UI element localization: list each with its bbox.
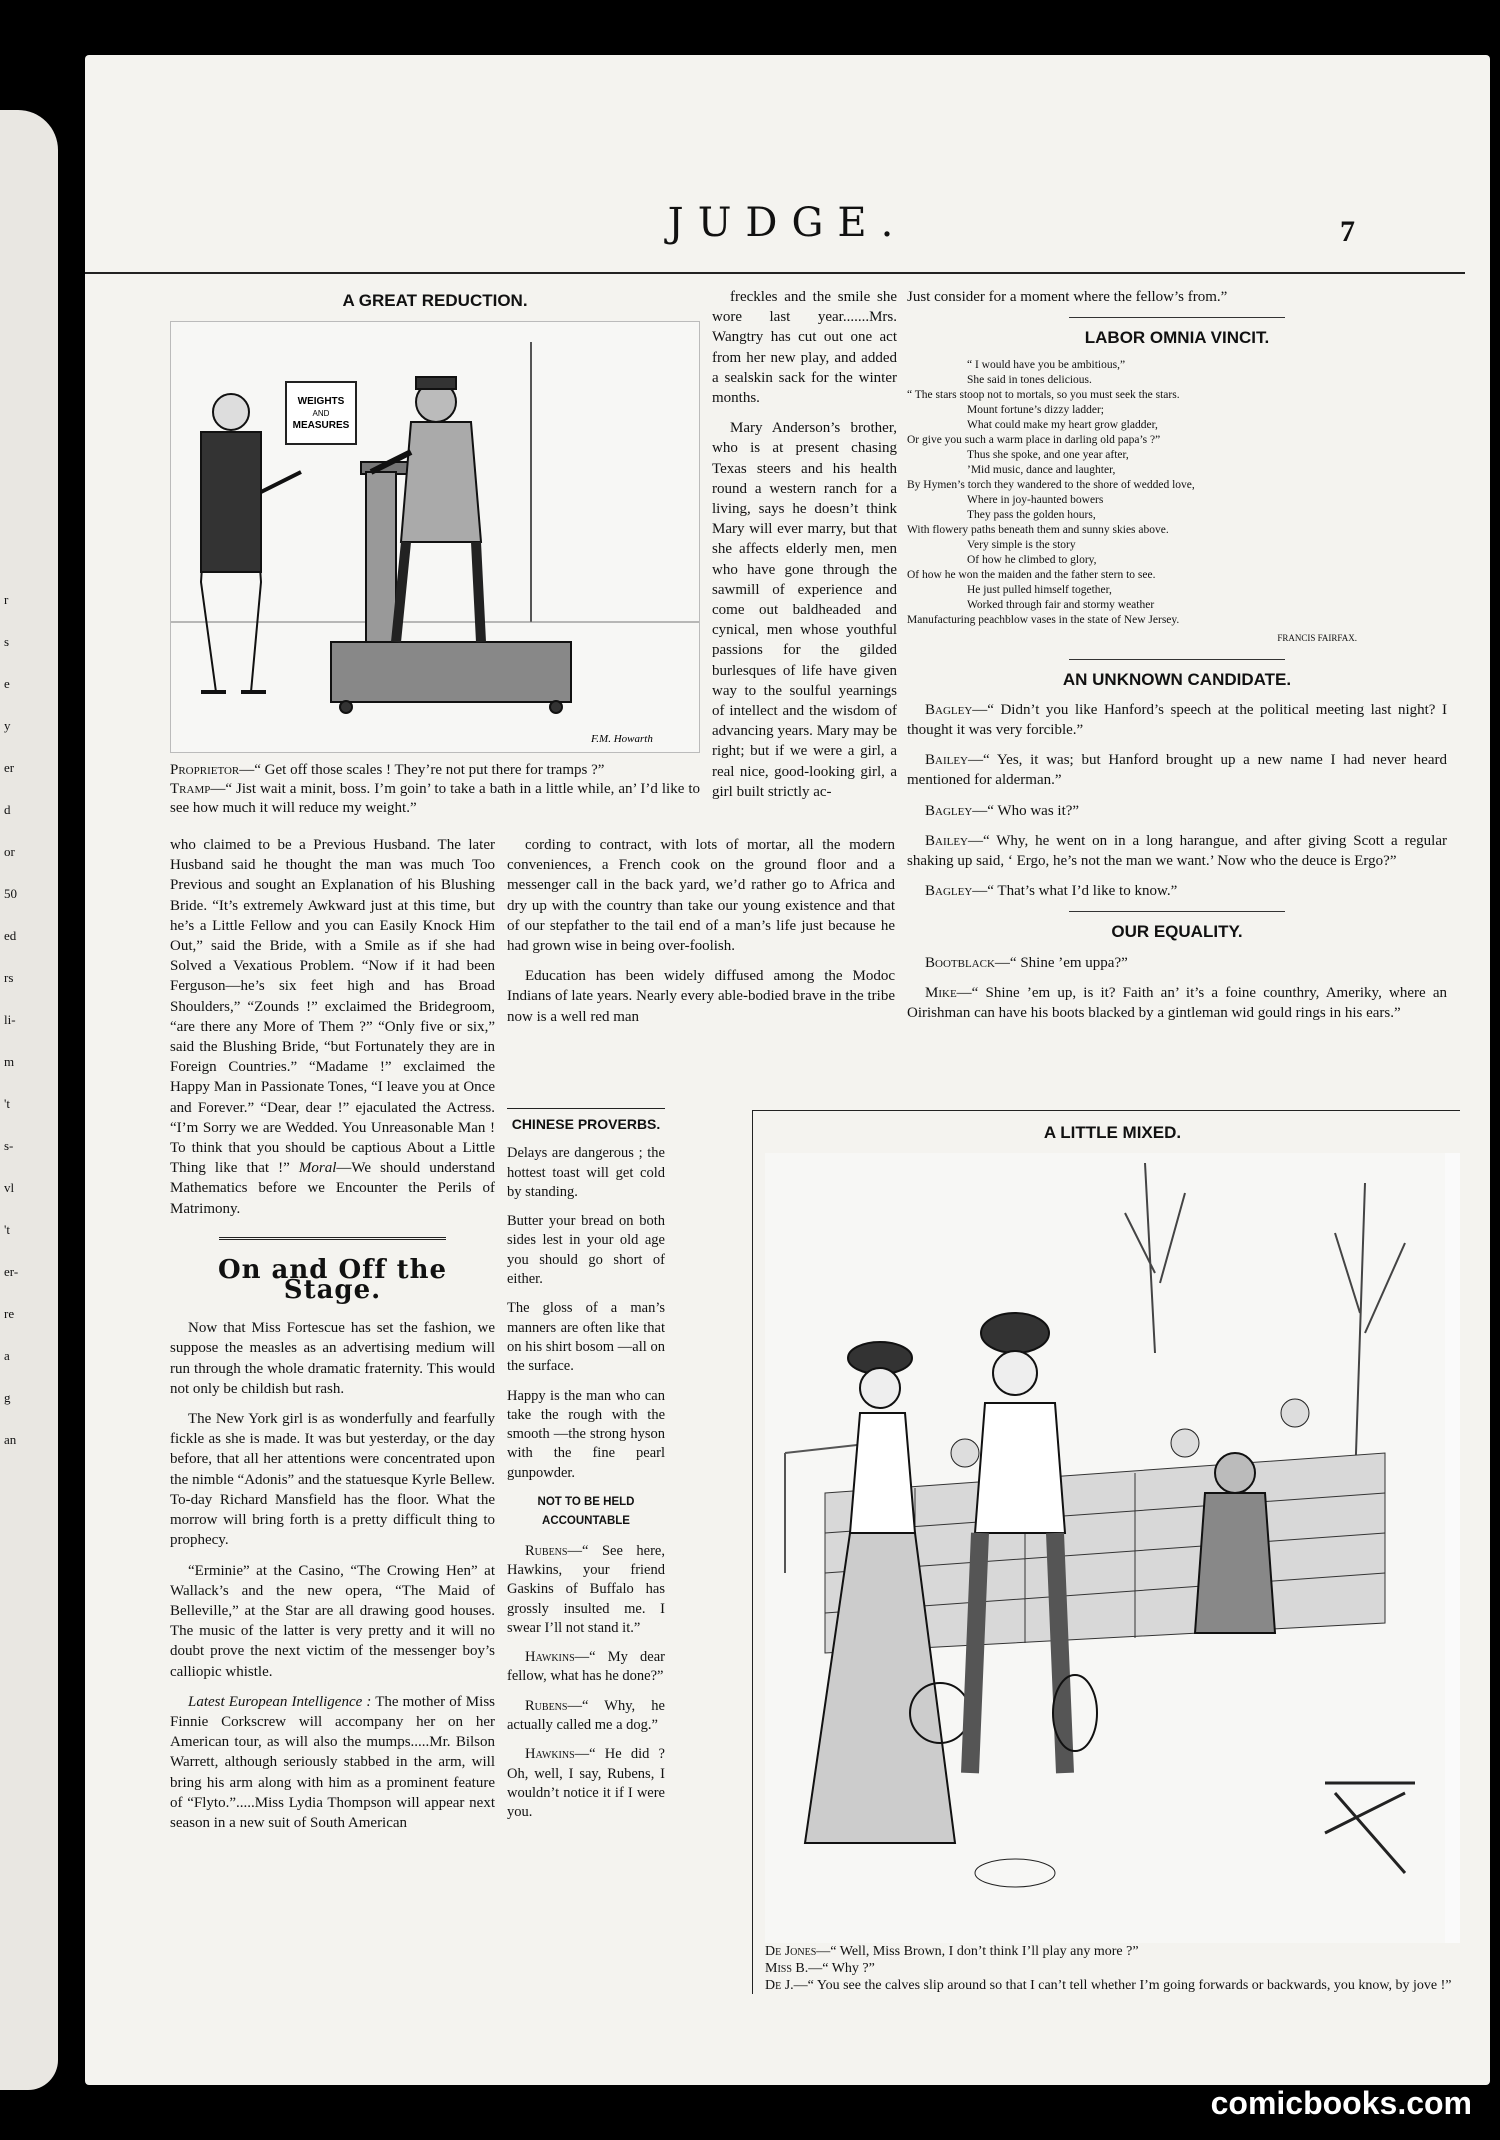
poem-line: Worked through fair and stormy weather [967, 599, 1155, 612]
cartoon-caption [170, 761, 700, 818]
poem-line: Of how he won the maiden and the father stern to see. [907, 569, 1156, 582]
paragraph: Mary Anderson’s brother, who is at present chasing Texas steers and his health round a western ranch for a living, says he doesn’t think Mary will ever marry, but that she affects elderly men, men who have gone through the sawmill of experience and come out baldheaded and cynical, men whose youthful passions for the gilded burlesques of life have given way to the soulful yearnings of intellect and the wisdom of advancing years. Mary may be right; but if we were a girl, a real nice, good-looking girl, a girl built strictly ac- [712, 420, 897, 800]
stage-section-title: On and Off the Stage. [217, 1254, 448, 1306]
paragraph: Butter your bread on both sides lest in your old age you should go short of either. [507, 1213, 665, 1288]
prev-page-fragment: 't [4, 1096, 10, 1111]
paragraph: The gloss of a man’s manners are often like that on his shirt bosom —all on the surface. [507, 1300, 665, 1375]
moral-label: Moral [298, 1160, 337, 1177]
prev-page-fragment: r [4, 592, 9, 607]
page-number: 7 [1340, 215, 1355, 248]
paragraph: Now that Miss Fortescue has set the fashion, we suppose the measles as an advertising medium will run through the whole dramatic fraternity. This would not only be childish but rash. [170, 1320, 495, 1397]
dialogue-text: —“ Shine ’em uppa?” [994, 954, 1128, 971]
candidate-dialogue [907, 700, 1447, 902]
poem-lines [907, 358, 1447, 628]
prev-page-fragment: rs [4, 970, 14, 985]
dialogue-line [507, 1542, 665, 1638]
dialogue-line [907, 983, 1447, 1023]
paragraph: Education has been widely diffused among the Modoc Indians of late years. Nearly every able-bodied brave in the tribe now is a well red man [507, 968, 895, 1025]
speaker-name: Bagley [925, 802, 973, 819]
dialogue-text: —“ Why, he actually called me a dog.” [507, 1697, 665, 1734]
dialogue-line [507, 1648, 665, 1687]
column-middle-top [712, 287, 897, 812]
prev-page-fragment: ed [4, 928, 17, 943]
dialogue-text: —“ See here, Hawkins, your friend Gaskins of Buffalo has grossly insulted me. I swear I’ll not stand it.” [507, 1542, 665, 1636]
previous-page-edge [0, 110, 58, 2090]
dialogue-line [907, 750, 1447, 790]
header-rule [85, 272, 1465, 274]
dialogue-text: —“ That’s what I’d like to know.” [972, 883, 1178, 900]
prev-page-fragment: re [4, 1306, 15, 1321]
speaker-name: De J. [765, 1978, 794, 1993]
dialogue-text: —“ Didn’t you like Hanford’s speech at the political meeting last night? I thought it was very forcible.” [907, 701, 1447, 739]
poem-author: FRANCIS FAIRFAX. [1277, 633, 1357, 644]
cartoon2-illustration [765, 1153, 1460, 1943]
speaker-name: Bailey [925, 832, 968, 849]
poem-line: Or give you such a warm place in darling old papa’s ?” [907, 434, 1161, 447]
dialogue-line [907, 700, 1447, 740]
column-middle [507, 835, 895, 1037]
candidate-heading: AN UNKNOWN CANDIDATE. [1062, 669, 1292, 689]
poem-line: Thus she spoke, and one year after, [967, 449, 1129, 462]
accountable-heading: NOT TO BE HELD ACCOUNTABLE [537, 1496, 635, 1528]
prev-page-fragment: s [4, 634, 10, 649]
poem-line: She said in tones delicious. [967, 374, 1092, 387]
section-divider [219, 1237, 447, 1242]
poem-line: Manufacturing peachblow vases in the state of New Jersey. [907, 614, 1180, 627]
dialogue-line [907, 881, 1447, 901]
dialogue-line [765, 1977, 1460, 1994]
equality-heading: OUR EQUALITY. [1111, 922, 1243, 942]
paragraph: Delays are dangerous ; the hottest toast will get cold by standing. [507, 1145, 665, 1200]
newspaper-page [85, 55, 1490, 2085]
dialogue-text: —“ Get off those scales ! They’re not put there for tramps ?” [239, 762, 605, 779]
dialogue-text: —“ Jist wait a minit, boss. I’m goin’ to take a bath in a little while, an’ I’d like to see how much it will reduce my weight.” [170, 781, 700, 817]
dialogue-line [765, 1960, 1460, 1977]
moral-text: —We should understand Mathematics before we Encounter the Perils of Matrimony. [170, 1160, 496, 1217]
column-left [170, 835, 495, 1843]
prev-page-fragment: vl [4, 1180, 15, 1195]
poem-line: By Hymen’s torch they wandered to the shore of wedded love, [907, 479, 1195, 492]
masthead-title: JUDGE. [667, 200, 908, 246]
prev-page-fragment: s- [4, 1138, 14, 1153]
poem-line: ’Mid music, dance and laughter, [967, 464, 1116, 477]
dialogue-line [170, 761, 700, 780]
prev-page-fragment: y [4, 718, 11, 733]
prev-page-fragment: er- [4, 1264, 19, 1279]
dialogue-line [507, 1697, 665, 1736]
equality-dialogue [907, 953, 1447, 1024]
watermark: comicbooks.com [1210, 2085, 1472, 2121]
dialogue-text: —“ Well, Miss Brown, I don’t think I’ll play any more ?” [816, 1944, 1139, 1959]
speaker-name: Bagley [925, 883, 973, 900]
poem-line: He just pulled himself together, [967, 584, 1112, 597]
cartoon2-caption [765, 1943, 1460, 1994]
poem-line: Very simple is the story [967, 539, 1076, 552]
prev-page-fragment: d [4, 802, 11, 817]
prev-page-fragment: e [4, 676, 10, 691]
proverbs-heading: CHINESE PROVERBS. [511, 1116, 661, 1132]
prev-page-fragment: li- [4, 1012, 16, 1027]
poem-line: With flowery paths beneath them and sunny skies above. [907, 524, 1169, 537]
sign-text: WEIGHTS [297, 396, 345, 408]
poem-line: Of how he climbed to glory, [967, 554, 1097, 567]
prev-page-fragment: 't [4, 1222, 10, 1237]
cartoon2-heading: A LITTLE MIXED. [1043, 1123, 1182, 1142]
paragraph: cording to contract, with lots of mortar, all the modern conveniences, a French cook on the ground floor and a messenger call in the back yard, we’d rather go to Africa and dry up with the country than take our young existence and that of our stepfather to the tail end of a man’s life just because he had grown wise in being over-foolish. [507, 837, 895, 955]
stage-paragraphs [170, 1318, 495, 1681]
proverbs-column [507, 1108, 665, 1833]
speaker-name: De Jones [765, 1944, 817, 1959]
dialogue-line [765, 1943, 1460, 1960]
speaker-name: Rubens [525, 1542, 568, 1559]
prev-page-fragment: or [4, 844, 15, 859]
tennis-scene-drawing [765, 1153, 1445, 1943]
poem-line: Mount fortune’s dizzy ladder; [967, 404, 1105, 417]
paragraph: freckles and the smile she wore last year.......Mrs. Wangtry has cut out one act from her new play, and added a sealskin sack for the winter months. [712, 289, 897, 407]
svg-text:AND: AND [312, 409, 330, 419]
speaker-name: Proprietor [170, 762, 240, 779]
dialogue-line [507, 1745, 665, 1822]
tramp-scales-drawing [171, 322, 700, 752]
cartoon-heading: A GREAT REDUCTION. [342, 291, 528, 310]
accountable-dialogue [507, 1542, 665, 1823]
left-lead-text: who claimed to be a Previous Husband. The later Husband said he thought the man was much Too Previous and sought an Explanation of his Blushing Bride. “It’s extremely Awkward just at this time, but he’s a Little Fellow and you can Easily Knock Him Out,” said the Bride, with a Smile as if she had Solved a Vexatious Problem. “Now if it had been Ferguson—he’s six feet high and has Broad Shoulders,” “Zounds !” exclaimed the Bridegroom, “are there any More of Them ?” “Only five or six,” said the Blushing Bride, “but Fortunately they are in Foreign Countries.” “Madame !” exclaimed the Happy Man in Passionate Tones, “I leave you at Once and Forever.” “Dear, dear !” ejaculated the Actress. “I’m Sorry we are Wedded. You Unreasonable Man ! To think that you should be captious About a Little Thing like that !” [170, 837, 495, 1177]
dialogue-line [170, 780, 700, 818]
dialogue-line [907, 953, 1447, 973]
intel-text: The mother of Miss Finnie Corkscrew will accompany her on her American tour, as will also the mumps.....Mr. Bilson Warrett, although seriously stabbed in the arm, will bring his arm along with him as a prominent feature of “Flyto.”.....Miss Lydia Thompson will appear next season in a new suit of South American [170, 1693, 495, 1831]
dialogue-text: —“ You see the calves slip around so that I can’t tell whether I’m going forwards or backwards, you know, by jove !” [793, 1978, 1452, 1993]
poem-line: What could make my heart grow gladder, [967, 419, 1158, 432]
dialogue-text: —“ Why ?” [808, 1961, 875, 1976]
dialogue-text: —“ Shine ’em up, is it? Faith an’ it’s a foine counthry, Ameriky, where an Oirishman can have his boots blacked by a gintleman wid gould rings in his ears.” [907, 984, 1447, 1022]
labor-heading: LABOR OMNIA VINCIT. [1084, 328, 1270, 348]
dialogue-line [907, 831, 1447, 871]
paragraph: Happy is the man who can take the rough with the smooth —the strong hyson with the fine pearl gunpowder. [507, 1387, 665, 1481]
cartoon-great-reduction [170, 287, 700, 818]
poem-line: “ The stars stoop not to mortals, so you must seek the stars. [907, 389, 1180, 402]
speaker-name: Bailey [925, 752, 968, 769]
paragraph: The New York girl is as wonderfully and fearfully fickle as she is made. It was but yesterday, or the day before, that all her attentions were concentrated upon the nimble “Adonis” and the statuesque Kyrle Bellew. To-day Richard Mansfield has the floor. What the morrow will bring forth is a pretty difficult thing to prophecy. [170, 1411, 495, 1549]
paragraph: “Erminie” at the Casino, “The Crowing Hen” at Wallack’s and the new opera, “The Maid of Belleville,” at the Star are all drawing good houses. The music of the latter is very pretty and it will no doubt prove the next victim of the messenger boy’s calliopic whistle. [170, 1562, 495, 1680]
prev-page-fragment: er [4, 760, 15, 775]
speaker-name: Hawkins [525, 1649, 575, 1666]
speaker-name: Miss B. [765, 1961, 809, 1976]
prev-page-fragment: a [4, 1348, 10, 1363]
prev-page-fragment: m [4, 1054, 15, 1069]
cartoon-little-mixed [752, 1110, 1460, 1994]
speaker-name: Mike [925, 984, 957, 1001]
artist-signature: F.M. Howarth [591, 733, 653, 746]
prev-page-fragment: g [4, 1390, 11, 1405]
speaker-name: Rubens [525, 1697, 568, 1714]
prev-page-fragment: 50 [4, 886, 17, 901]
cartoon-illustration [170, 321, 700, 753]
prev-page-fragment: an [4, 1432, 17, 1447]
speaker-name: Hawkins [525, 1746, 575, 1763]
proverbs-list [507, 1144, 665, 1483]
speaker-name: Bootblack [925, 954, 995, 971]
dialogue-text: —“ Why, he went on in a long harangue, and after giving Scott a regular shaking up said, ‘ Ergo, he’s not the man we want.’ Now who the deuce is Ergo?” [907, 832, 1447, 870]
speaker-name: Tramp [170, 781, 211, 798]
poem-line: “ I would have you be ambitious,” [967, 359, 1126, 372]
dialogue-line [907, 801, 1447, 821]
column-right [907, 287, 1447, 1033]
speaker-name: Bagley [925, 701, 973, 718]
dialogue-text: —“ Yes, it was; but Hanford brought up a new name I had never heard mentioned for alderman.” [907, 752, 1447, 789]
poem-line: Where in joy-haunted bowers [967, 494, 1104, 507]
intel-label: Latest European Intelligence : [188, 1693, 372, 1710]
poem-line: They pass the golden hours, [967, 509, 1096, 522]
svg-text:MEASURES: MEASURES [292, 420, 350, 432]
dialogue-text: —“ He did ? Oh, well, I say, Rubens, I wouldn’t notice it if I were you. [507, 1746, 665, 1821]
dialogue-text: —“ My dear fellow, what has he done?” [507, 1649, 665, 1685]
dialogue-text: —“ Who was it?” [972, 802, 1080, 819]
right-lead-text: Just consider for a moment where the fellow’s from.” [907, 289, 1228, 305]
